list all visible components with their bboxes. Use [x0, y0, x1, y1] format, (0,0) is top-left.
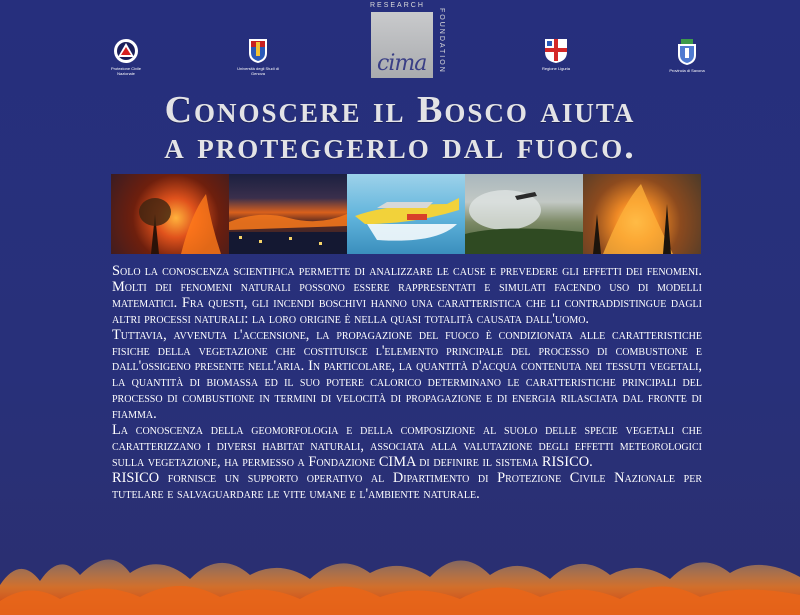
cima-research-label: RESEARCH	[370, 2, 425, 9]
paragraph-1: Solo la conoscenza scientifica permette di analizzare le cause e prevedere gli effetti dei fenomeni. Molti dei fenomeni naturali possono essere rappresentati e simulati facendo uso di modelli matematici. Fra questi, gli incendi boschivi hanno una caratteristica che li contraddistingue dagli altri processi naturali: la loro origine è nella quasi totalità causata dall'uomo.	[112, 263, 702, 327]
flames-decoration	[0, 545, 800, 615]
protezione-civile-emblem-icon	[113, 38, 139, 64]
body-text	[112, 264, 702, 503]
university-shield-icon	[248, 38, 268, 64]
forest-fire-photo	[111, 174, 229, 254]
paragraph-3: La conoscenza della geomorfologia e della composizione al suolo delle specie vegetali che caratterizzano i diversi habitat naturali, associata alla valutazione degli effetti meteorologici sulla vegetazione, ha permesso a Fondazione CIMA di definire il sistema RISICO.	[112, 422, 702, 470]
provincia-savona-crest-icon	[676, 38, 698, 66]
regione-liguria-shield-icon	[544, 38, 568, 64]
paragraph-4: RISICO fornisce un supporto operativo al Dipartimento di Protezione Civile Nazionale per tutelare e salvaguardare le vite umane e l'ambiente naturale.	[112, 469, 702, 502]
university-logo	[236, 38, 280, 76]
cima-wordmark: cima	[377, 51, 427, 76]
cima-foundation-label: FOUNDATION	[438, 8, 445, 74]
burning-forest-photo	[583, 174, 701, 254]
regione-liguria-logo	[534, 38, 578, 71]
cima-logo	[371, 12, 433, 78]
university-caption: Università degli Studi di Genova	[237, 66, 279, 76]
photo-strip	[111, 174, 701, 254]
provincia-savona-caption: Provincia di Savona	[669, 68, 705, 73]
paragraph-2: Tuttavia, avvenuta l'accensione, la propagazione del fuoco è condizionata alle caratteristiche fisiche della vegetazione che costituisce l'elemento principale del processo di combustione e dall'ossigeno presente nell'aria. In particolare, la quantità d'acqua contenuta nei tessuti vegetali, la quantità di biomassa ed il suo potere calorico determinano le caratteristiche principali del processo di combustione in termini di velocità di propagazione e di energia rilasciata dal fronte di fiamma.	[112, 326, 702, 423]
title-line-1: Conoscere il Bosco aiuta	[164, 89, 636, 131]
firefighting-plane-smoke-photo	[465, 174, 583, 254]
night-fire-city-photo	[229, 174, 347, 254]
regione-liguria-caption: Regione Liguria	[541, 66, 571, 71]
protezione-civile-caption: Protezione Civile Nazionale	[110, 66, 141, 76]
protezione-civile-logo	[104, 38, 148, 76]
canadair-plane-photo	[347, 174, 465, 254]
title-line-2: a proteggerlo dal fuoco.	[164, 125, 636, 167]
provincia-savona-logo	[665, 38, 709, 73]
